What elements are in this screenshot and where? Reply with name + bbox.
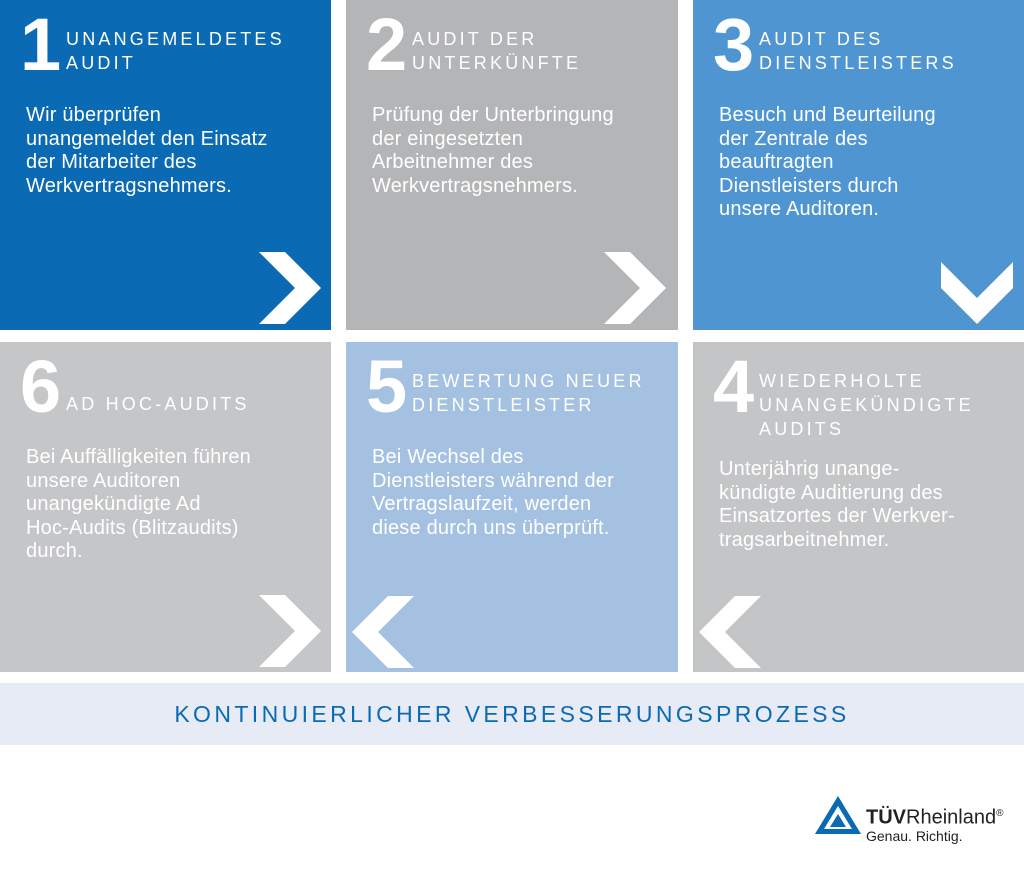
step-description: Wir überprüfen unangemeldet den Einsatz der Mitarbeiter des Werkvertragsnehmers. (26, 104, 268, 197)
step-description: Unterjährig unange- kündigte Auditierung des Einsatzortes der Werkver- tragsarbeitnehmer. (719, 458, 955, 551)
chevron-right-icon (259, 252, 323, 324)
step-6-tile (0, 342, 331, 672)
step-3-tile (693, 0, 1024, 330)
chevron-right-icon (259, 595, 323, 667)
step-number: 6 (20, 345, 62, 428)
step-heading: AD HOC-AUDITS (66, 394, 250, 414)
logo-brand-bold: TÜV (866, 806, 906, 829)
step-description: Bei Auffälligkeiten führen unsere Auditoren unangekündigte Ad Hoc-Audits (Blitzaudits) durch. (26, 446, 251, 562)
chevron-left-icon (350, 596, 414, 668)
chevron-right-icon (604, 252, 668, 324)
chevron-left-icon (697, 596, 761, 668)
step-heading: WIEDERHOLTE UNANGEKÜNDIGTE AUDITS (759, 371, 974, 439)
step-2-tile (346, 0, 678, 330)
step-description: Prüfung der Unterbringung der eingesetzten Arbeitnehmer des Werkvertragsnehmers. (372, 104, 614, 197)
step-number: 5 (366, 345, 408, 428)
step-5-tile (346, 342, 678, 672)
step-number: 2 (366, 3, 408, 86)
tuv-rheinland-logo (814, 795, 1024, 855)
logo-slogan: Genau. Richtig. (866, 828, 963, 844)
step-heading: AUDIT DER UNTERKÜNFTE (412, 29, 582, 73)
chevron-down-icon (941, 262, 1013, 324)
step-description: Bei Wechsel des Dienstleisters während der Vertragslaufzeit, werden diese durch uns überprüft. (372, 446, 614, 539)
continuous-improvement-band (0, 683, 1024, 745)
step-1-tile (0, 0, 331, 330)
tuv-triangle-icon (814, 795, 862, 835)
step-number: 3 (713, 3, 755, 86)
step-heading: AUDIT DES DIENSTLEISTERS (759, 29, 957, 73)
step-heading: UNANGEMELDETES AUDIT (66, 29, 285, 73)
step-number: 4 (713, 345, 755, 428)
logo-brand-light: Rheinland (906, 806, 997, 829)
logo-wordmark (866, 803, 1003, 829)
step-description: Besuch und Beurteilung der Zentrale des beauftragten Dienstleisters durch unsere Auditoren. (719, 104, 936, 220)
band-title: KONTINUIERLICHER VERBESSERUNGSPROZESS (174, 701, 850, 727)
step-number: 1 (20, 3, 62, 86)
step-4-tile (693, 342, 1024, 672)
step-heading: BEWERTUNG NEUER DIENSTLEISTER (412, 371, 645, 415)
registered-mark: ® (996, 808, 1004, 819)
